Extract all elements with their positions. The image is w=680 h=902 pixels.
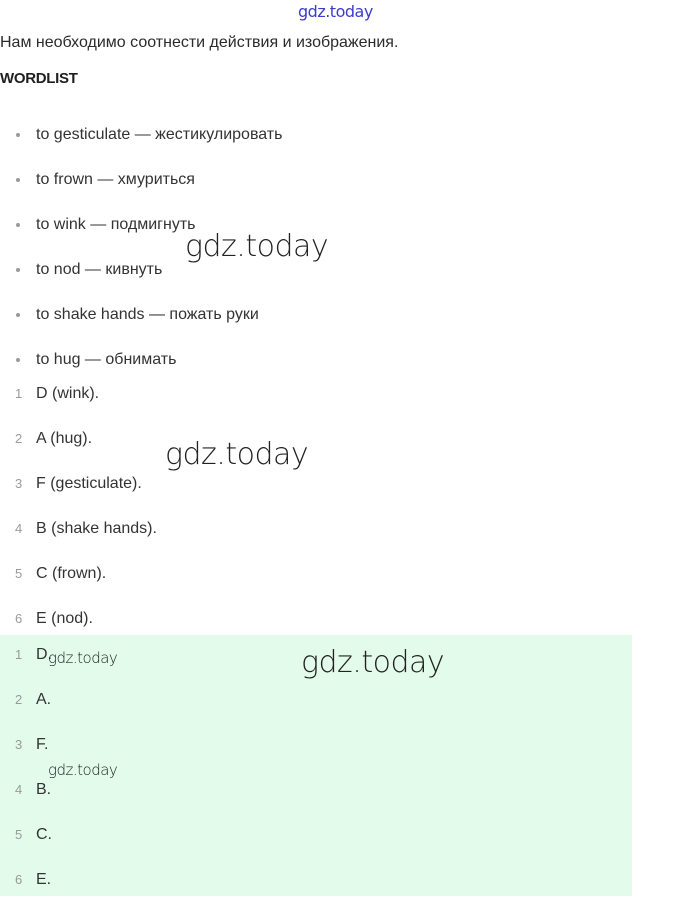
item-number: 5 [15, 827, 23, 842]
bullet-icon [16, 223, 20, 227]
watermark: gdz.today [48, 649, 118, 667]
list-item: to frown — хмуриться [0, 157, 282, 202]
answer-item: 5 C (frown). [0, 551, 157, 596]
item-number: 4 [15, 782, 23, 797]
answer-item: 2 A. [0, 677, 52, 722]
answer-item: 1 D. [0, 632, 52, 677]
watermark: gdz.today [48, 761, 118, 779]
answer-item: 2 A (hug). [0, 416, 157, 461]
watermark: gdz.today [301, 645, 445, 680]
list-item: to nod — кивнуть [0, 247, 282, 292]
item-number: 6 [15, 872, 23, 887]
item-number: 5 [15, 566, 23, 581]
item-number: 3 [15, 476, 23, 491]
answer-item: 4 B. [0, 767, 52, 812]
list-item: to wink — подмигнуть [0, 202, 282, 247]
list-item: to hug — обнимать [0, 337, 282, 382]
answer-item: 4 B (shake hands). [0, 506, 157, 551]
bullet-icon [16, 313, 20, 317]
watermark: gdz.today [165, 437, 309, 472]
item-number: 4 [15, 521, 23, 536]
bullet-icon [16, 358, 20, 362]
list-item: to shake hands — пожать руки [0, 292, 282, 337]
answer-item: 5 C. [0, 812, 52, 857]
answers-short-list [0, 632, 52, 902]
intro-text: Нам необходимо соотнести действия и изображения. [0, 34, 399, 51]
answer-item: 6 E. [0, 857, 52, 902]
answer-item: 3 F. [0, 722, 52, 767]
answers-full-list [0, 371, 157, 641]
bullet-icon [16, 268, 20, 272]
answer-item: 3 F (gesticulate). [0, 461, 157, 506]
item-number: 3 [15, 737, 23, 752]
answer-item: 6 E (nod). [0, 596, 157, 641]
item-number: 2 [15, 692, 23, 707]
item-number: 2 [15, 431, 23, 446]
item-number: 1 [15, 386, 23, 401]
bullet-icon [16, 133, 20, 137]
watermark-top: gdz.today [298, 2, 373, 21]
watermark: gdz.today [185, 229, 329, 264]
answer-item: 1 D (wink). [0, 371, 157, 416]
item-number: 6 [15, 611, 23, 626]
wordlist-heading: WORDLIST [0, 70, 78, 87]
item-number: 1 [15, 647, 23, 662]
bullet-icon [16, 178, 20, 182]
list-item: to gesticulate — жестикулировать [0, 112, 282, 157]
